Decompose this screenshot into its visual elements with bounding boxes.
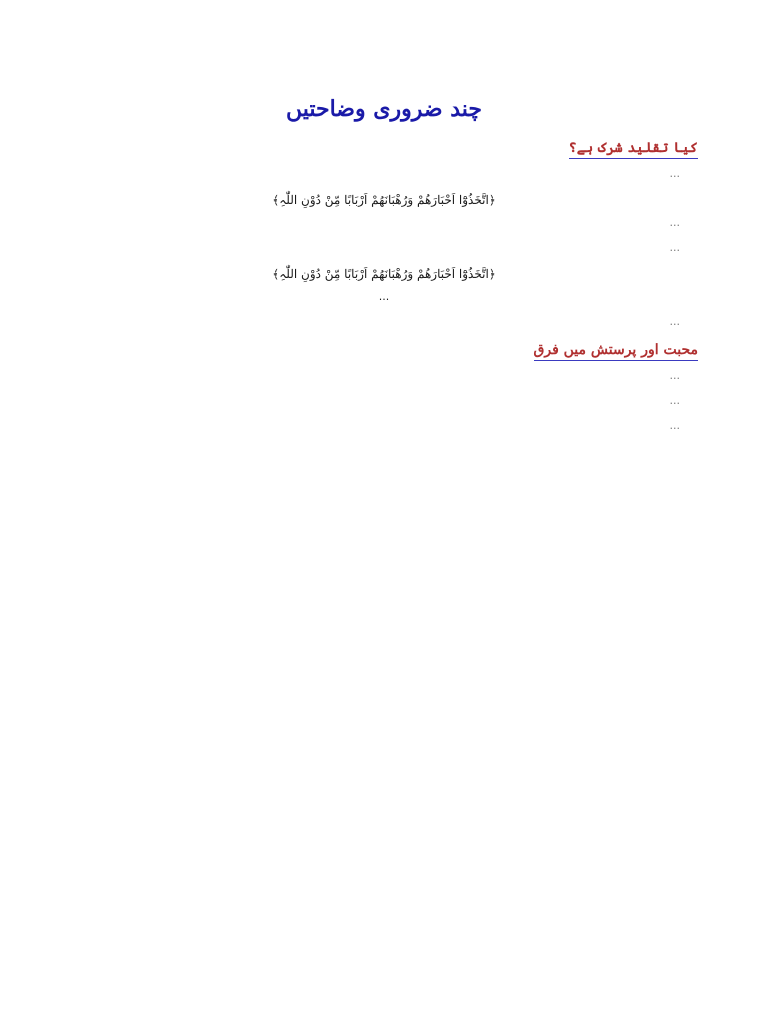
quran-quote-block: ﴿اتَّخَذُوْٓا اَحْبَارَھُمْ وَرُھْبَانَھُمْ اَرْبَابًا مِّنْ دُوْنِ اللّٰہِ﴾ [272,267,496,281]
section-heading-text: کیا تقلید شرک ہے؟ [569,140,698,159]
paragraph: … [669,217,682,229]
section-heading [70,342,698,361]
section-heading [70,140,698,159]
paragraph: … [669,242,682,254]
quran-quote: ﴿اتَّخَذُوْٓا اَحْبَارَھُمْ وَرُھْبَانَھُمْ اَرْبَابًا مِّنْ دُوْنِ اللّٰہِ﴾ [272,193,496,207]
section-heading-text: محبت اور پرستش میں فرق [534,342,699,361]
paragraph: … [669,420,682,432]
paragraph: … [669,395,682,407]
paragraph: … [669,370,682,382]
quote-translation: … [378,291,390,303]
paragraph: … [669,168,682,180]
page-title: چند ضروری وضاحتیں [285,96,483,122]
paragraph: … [669,316,682,328]
